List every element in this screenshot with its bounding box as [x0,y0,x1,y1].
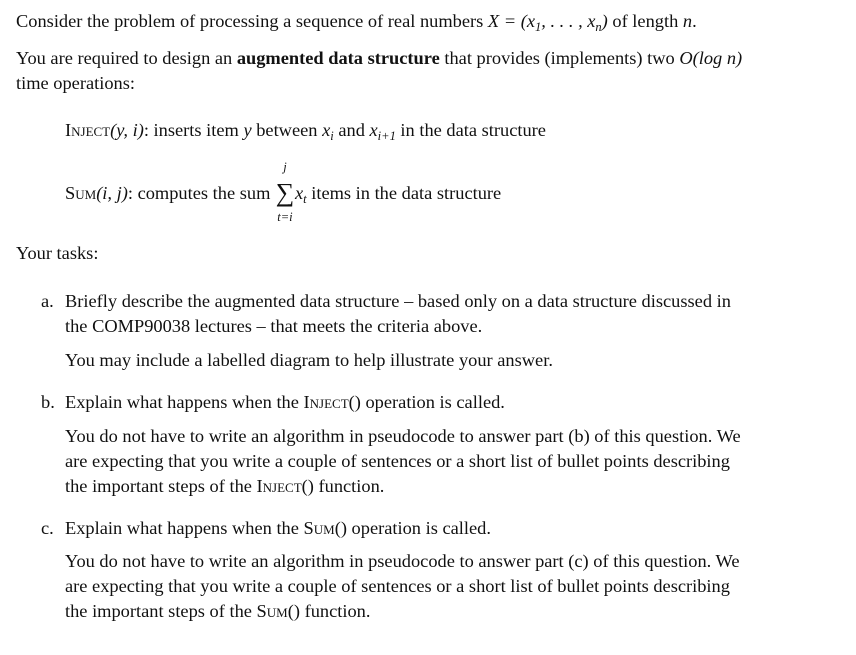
summation-symbol: j ∑ t=i [275,160,295,224]
inject-op-name: Inject [65,120,111,140]
task-b-line-2: are expecting that you write a couple of sentences or a short list of bullet points describing [65,451,730,471]
task-b-title: Explain what happens when the Inject() operation is called. [65,392,505,412]
inject-between: between [251,120,323,140]
inject-y: y [243,120,252,140]
task-a-line-2: the COMP90038 lectures – that meets the criteria above. [65,316,483,336]
tasks-heading-text: Your tasks: [16,243,99,263]
sum-args: (i, j) [96,183,128,203]
inject-operation [65,118,546,144]
inject-and: and [333,120,370,140]
task-c-label: c. [41,518,54,538]
task-c-line-2: are expecting that you write a couple of sentences or a short list of bullet points describing [65,576,730,596]
intro-line-3 [16,71,135,95]
sum-desc: : computes the sum [127,183,275,203]
tasks-heading [16,241,98,265]
sum-xt: $x_t$ [294,183,307,206]
task-b-label: b. [41,392,55,412]
inject-xi1: $x_{i+1}$ [369,120,396,143]
length-text: of length [607,11,683,31]
intro-line-1 [16,9,697,35]
length-math: n [682,11,693,31]
sum-operation [65,160,502,224]
inject-desc: : inserts item [143,120,244,140]
inject-xi: $x_i$ [322,120,334,143]
task-a-label: a. [41,291,54,311]
task-c-line-3: the important steps of the Sum() function. [65,601,371,621]
task-a-line-3: You may include a labelled diagram to help illustrate your answer. [65,350,553,370]
inject-args: (y, i) [110,120,144,140]
sum-ref: Sum [303,518,335,538]
requirement-text-2: that provides (implements) two [439,48,680,68]
sum-ref-2: Sum [256,601,288,621]
augmented-ds-bold: augmented data structure [236,48,440,68]
inject-ref: Inject [303,392,349,412]
complexity-math: O(log n) [679,48,743,68]
task-c-line-1: You do not have to write an algorithm in pseudocode to answer part (c) of this question. We [65,551,740,571]
task-a-line-1: Briefly describe the augmented data structure – based only on a data structure discussed in [65,291,731,311]
inject-ref-2: Inject [256,476,302,496]
requirement-text-3: time operations: [16,73,136,93]
requirement-text: You are required to design an [16,48,237,68]
sum-desc-post: items in the data structure [306,183,502,203]
period: . [692,11,697,31]
task-b-line-3: the important steps of the Inject() function. [65,476,385,496]
task-c-title: Explain what happens when the Sum() operation is called. [65,518,491,538]
intro-line-2 [16,46,742,70]
task-b-line-1: You do not have to write an algorithm in pseudocode to answer part (b) of this question. We [65,426,741,446]
sum-op-name: Sum [65,183,97,203]
intro-text: Consider the problem of processing a sequence of real numbers [16,11,488,31]
sequence-math: $X = (x_1$, . . . , $x_n$) [487,11,608,34]
inject-desc-post: in the data structure [395,120,546,140]
